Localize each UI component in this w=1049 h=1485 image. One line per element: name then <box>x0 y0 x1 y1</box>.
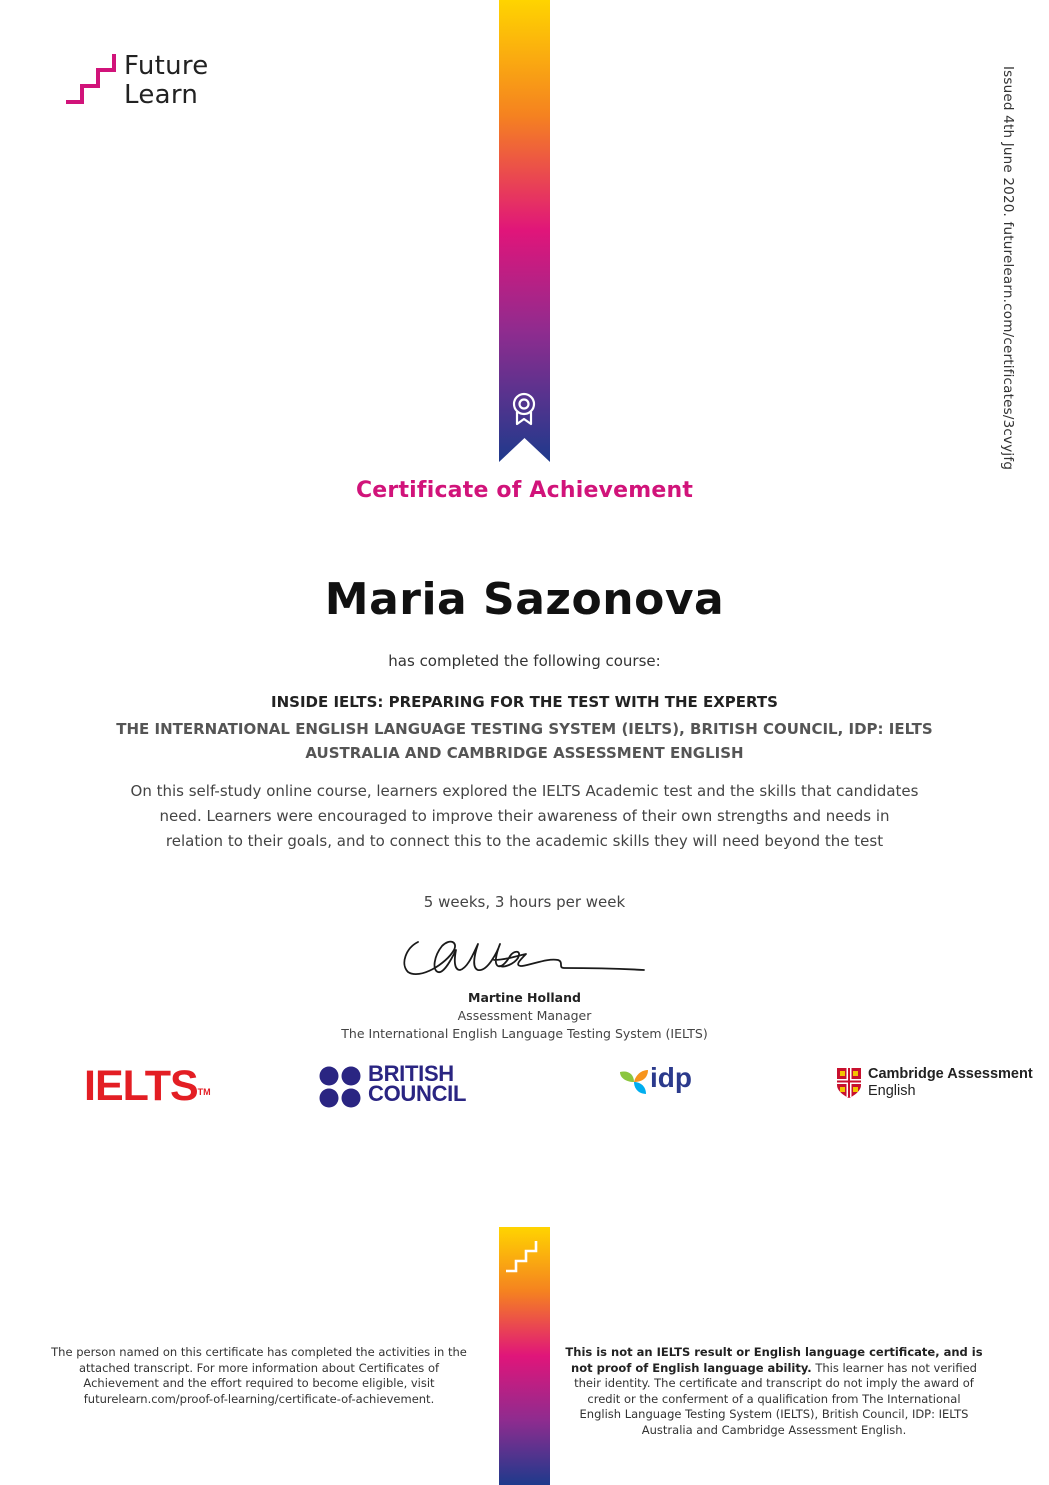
footer-disclaimer-rest: This learner has not verified their identity. The certificate and transcript do not imply the award of credit or the conferment of a qualification from The International English Language Testing System (IELTS), British Council, IDP: IELTS Australia and Cambridge Assessment English. <box>574 1360 977 1437</box>
signatory-role: Assessment Manager <box>457 1008 592 1023</box>
futurelearn-logo <box>64 52 234 112</box>
learner-name: Maria Sazonova <box>324 574 725 625</box>
footer-disclaimer-bold: This is not an IELTS result or English language certificate, and is not proof of English language ability. <box>565 1345 983 1375</box>
idp-wordmark: idp <box>650 1062 692 1093</box>
course-duration: 5 weeks, 3 hours per week <box>423 893 626 911</box>
course-description: On this self-study online course, learners explored the IELTS Academic test and the skills that candidates need. Learners were encouraged to improve their awareness of their own strengths and needs in relation to their goals, and to connect this to the academic skills they will need beyond the test <box>130 782 919 850</box>
cambridge-assessment-logo <box>836 1066 1046 1102</box>
top-ribbon <box>499 0 550 462</box>
footer-right-notice <box>565 1345 983 1438</box>
idp-leaf-icon <box>618 1066 650 1098</box>
course-organisation: THE INTERNATIONAL ENGLISH LANGUAGE TESTING SYSTEM (IELTS), BRITISH COUNCIL, IDP: IELTS AUSTRALIA AND CAMBRIDGE ASSESSMENT ENGLISH <box>116 720 933 762</box>
footer-left-notice: The person named on this certificate has completed the activities in the attached transcript. For more information about Certificates of Achievement and the effort required to become eligible, visit futurelearn.com/proof-of-learning/certificate-of-achievement. <box>51 1345 467 1406</box>
logo-line-1: Future <box>124 51 209 81</box>
award-ribbon-icon <box>510 392 538 426</box>
completed-text: has completed the following course: <box>388 652 661 670</box>
idp-logo <box>618 1064 698 1100</box>
bottom-ribbon <box>499 1227 550 1485</box>
ielts-logo: IELTS™ <box>84 1062 211 1110</box>
futurelearn-wordmark <box>124 52 209 110</box>
logo-line-2: Learn <box>124 80 199 110</box>
stairs-logo-icon <box>64 52 120 104</box>
signature-image <box>398 930 650 986</box>
british-council-dots-icon <box>318 1066 364 1108</box>
signatory-name: Martine Holland <box>468 990 581 1005</box>
issued-date-text: Issued 4th June 2020. futurelearn.com/certificates/3cvyjfg <box>1000 66 1016 471</box>
cambridge-line-2: English <box>868 1083 916 1099</box>
signatory-organisation: The International English Language Testing System (IELTS) <box>341 1026 708 1041</box>
certificate-title: Certificate of Achievement <box>355 478 694 503</box>
cambridge-line-1: Cambridge Assessment <box>868 1066 1033 1082</box>
british-council-line-1: BRITISH <box>368 1061 454 1086</box>
british-council-line-2: COUNCIL <box>368 1081 467 1106</box>
cambridge-shield-icon <box>836 1067 862 1099</box>
course-title: INSIDE IELTS: PREPARING FOR THE TEST WITH THE EXPERTS <box>271 693 778 711</box>
british-council-logo <box>318 1061 478 1110</box>
